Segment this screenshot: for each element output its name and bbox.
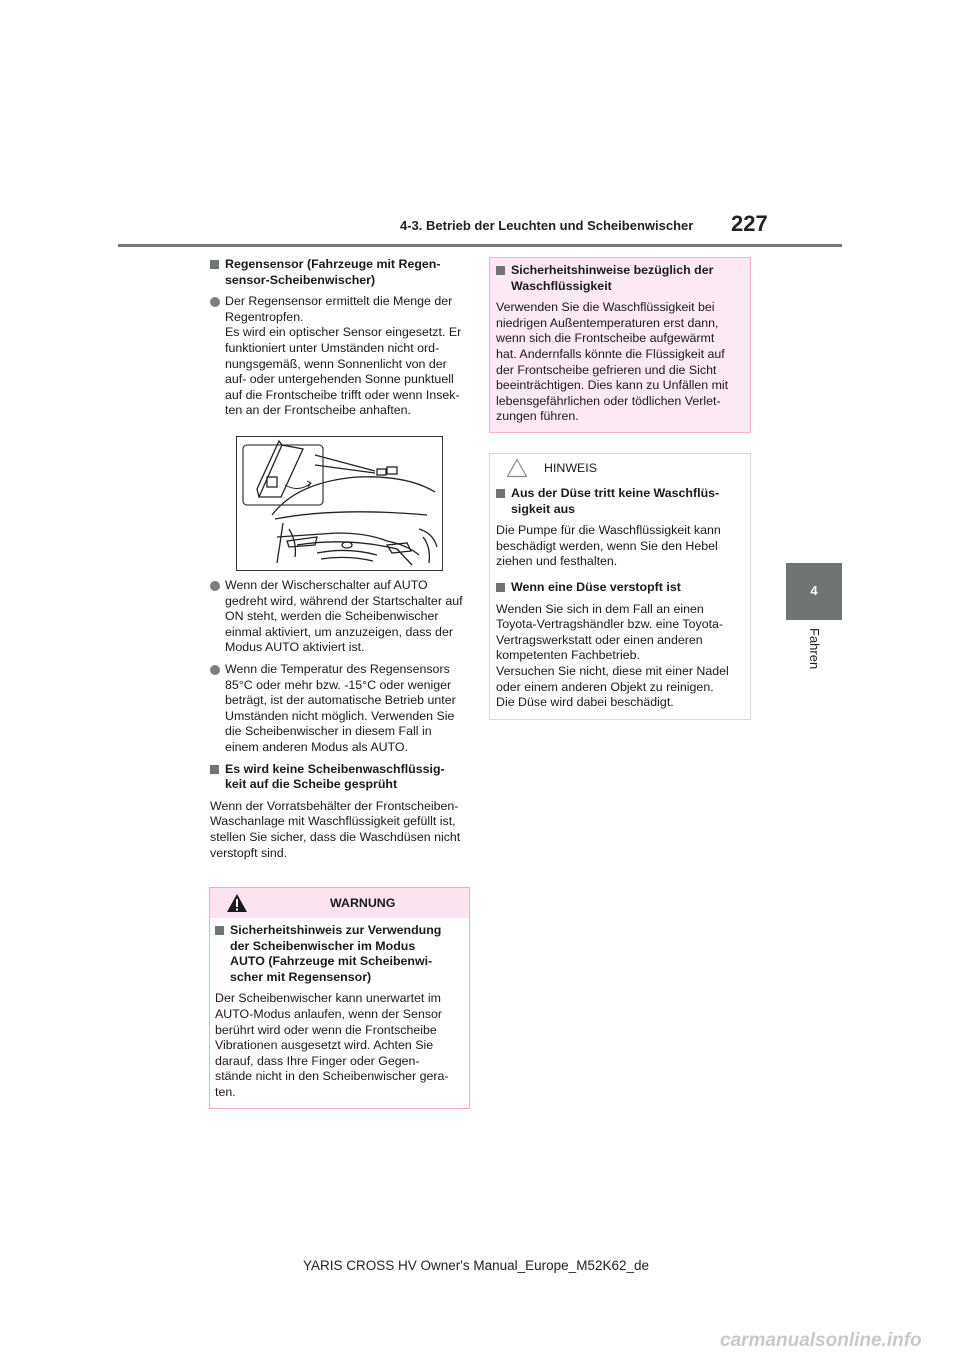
warning-body [210,918,469,1101]
safety-heading [496,263,744,294]
warning-label: WARNUNG [330,896,396,910]
bullet-dot-icon [210,581,220,591]
left-column-upper [210,257,470,425]
heading-square-icon [496,489,505,498]
no-fluid-text: Wenn der Vorratsbehälter der Frontscheiben- Waschanlage mit Waschflüssigkeit gefüllt ist, stellen Sie sicher, dass die Waschdüsen nicht verstopft sind. [210,798,461,860]
page-number: 227 [731,211,768,236]
rain-sensor-illustration [236,436,443,571]
no-fluid-heading-text: Es wird keine Scheibenwaschflüssig- keit auf die Scheibe gesprüht [225,761,445,792]
rain-sensor-heading-text: Regensensor (Fahrzeuge mit Regen- sensor-Scheibenwischer) [225,257,441,287]
temperature-bullet [210,662,470,756]
safety-heading-text: Sicherheitshinweise bezüglich der Waschflüssigkeit [511,263,714,293]
warning-header [210,888,469,918]
warning-box [209,887,470,1109]
safety-body [490,258,750,425]
notice-heading-1 [496,486,744,517]
notice-heading-2-text: Wenn eine Düse verstopft ist [511,579,681,594]
temperature-bullet-text: Wenn die Temperatur des Regensensors 85°C oder mehr bzw. -15°C oder weniger beträgt, ist der automatische Betrieb unter Umständen nicht möglich. Verwenden Sie die Scheibenwischer in diesem Fall in einem anderen Modus als AUTO. [225,661,456,754]
heading-square-icon [496,583,505,592]
warning-triangle-icon [226,893,248,913]
notice-text-2: Wenden Sie sich in dem Fall an einen Toyota-Vertragshändler bzw. eine Toyota- Vertragswerkstatt oder einen anderen kompetenten Fachbetrieb. Versuchen Sie nicht, diese mit einer Nadel oder einem anderen Objekt zu reinigen. Die Düse wird dabei beschädigt. [496,601,729,710]
warning-heading [215,923,464,985]
chapter-label: Fahren [807,628,822,670]
bullet-dot-icon [210,297,220,307]
heading-square-icon [496,266,505,275]
warning-heading-text: Sicherheitshinweis zur Verwendung der Scheibenwischer im Modus AUTO (Fahrzeuge mit Scheibenwi- scher mit Regensensor) [230,923,442,984]
notice-heading-2 [496,580,744,596]
rain-sensor-bullet [210,294,470,419]
safety-text: Verwenden Sie die Waschflüssigkeit bei niedrigen Außentemperaturen erst dann, wenn sich die Frontscheibe aufgewärmt hat. Andernfalls könnte die Flüssigkeit auf der Frontscheibe gefrieren und die Sicht beeinträchtigen. Dies kann zu Unfällen mit lebensgefährlichen oder tödlichen Verlet- zungen führen. [496,300,729,424]
chapter-tab [786,563,842,620]
bullet-dot-icon [210,665,220,675]
heading-square-icon [210,260,219,269]
heading-square-icon [210,765,219,774]
heading-square-icon [215,926,224,935]
notice-box [489,453,751,720]
rain-sensor-heading [210,257,470,288]
chapter-number: 4 [810,583,818,598]
manual-id: YARIS CROSS HV Owner's Manual_Europe_M52K62_de [303,1258,649,1273]
notice-triangle-icon [506,458,528,478]
auto-bullet [210,578,470,656]
header-divider [118,244,842,247]
footer [0,1258,960,1273]
warning-text: Der Scheibenwischer kann unerwartet im AUTO-Modus anlaufen, wenn der Sensor berührt wird oder wenn die Frontscheibe Vibrationen ausgesetzt wird. Achten Sie darauf, dass Ihre Finger oder Gegen- stände nicht in den Scheibenwischer gera- ten. [215,991,449,1099]
safety-box [489,257,751,433]
chapter-label-container [786,620,842,680]
notice-body [490,482,750,711]
notice-heading-1-text: Aus der Düse tritt keine Waschflüs- sigkeit aus [511,486,720,516]
notice-label: HINWEIS [544,461,598,475]
auto-bullet-text: Wenn der Wischerschalter auf AUTO gedreht wird, während der Startschalter auf ON steht, werden die Scheibenwischer einmal aktiviert, um anzuzeigen, dass der Modus AUTO aktiviert ist. [225,578,463,655]
section-title: 4-3. Betrieb der Leuchten und Scheibenwischer [400,218,694,233]
rain-sensor-bullet-text: Der Regensensor ermittelt die Menge der Regentropfen. Es wird ein optischer Sensor eingesetzt. Er funktioniert unter Umständen nicht ord- nungsgemäß, wenn Sonnenlicht von der auf- oder untergehenden Sonne punktuell auf die Frontscheibe trifft oder wenn Insek- ten an der Frontscheibe anhaften. [225,294,462,418]
watermark: carmanualsonline.info [720,1330,922,1351]
no-fluid-heading [210,762,470,793]
notice-header [490,454,750,482]
left-column-lower [210,578,470,867]
car-windshield-sensor-icon [237,437,442,570]
notice-text-1: Die Pumpe für die Waschflüssigkeit kann beschädigt werden, wenn Sie den Hebel ziehen und festhalten. [496,523,721,569]
